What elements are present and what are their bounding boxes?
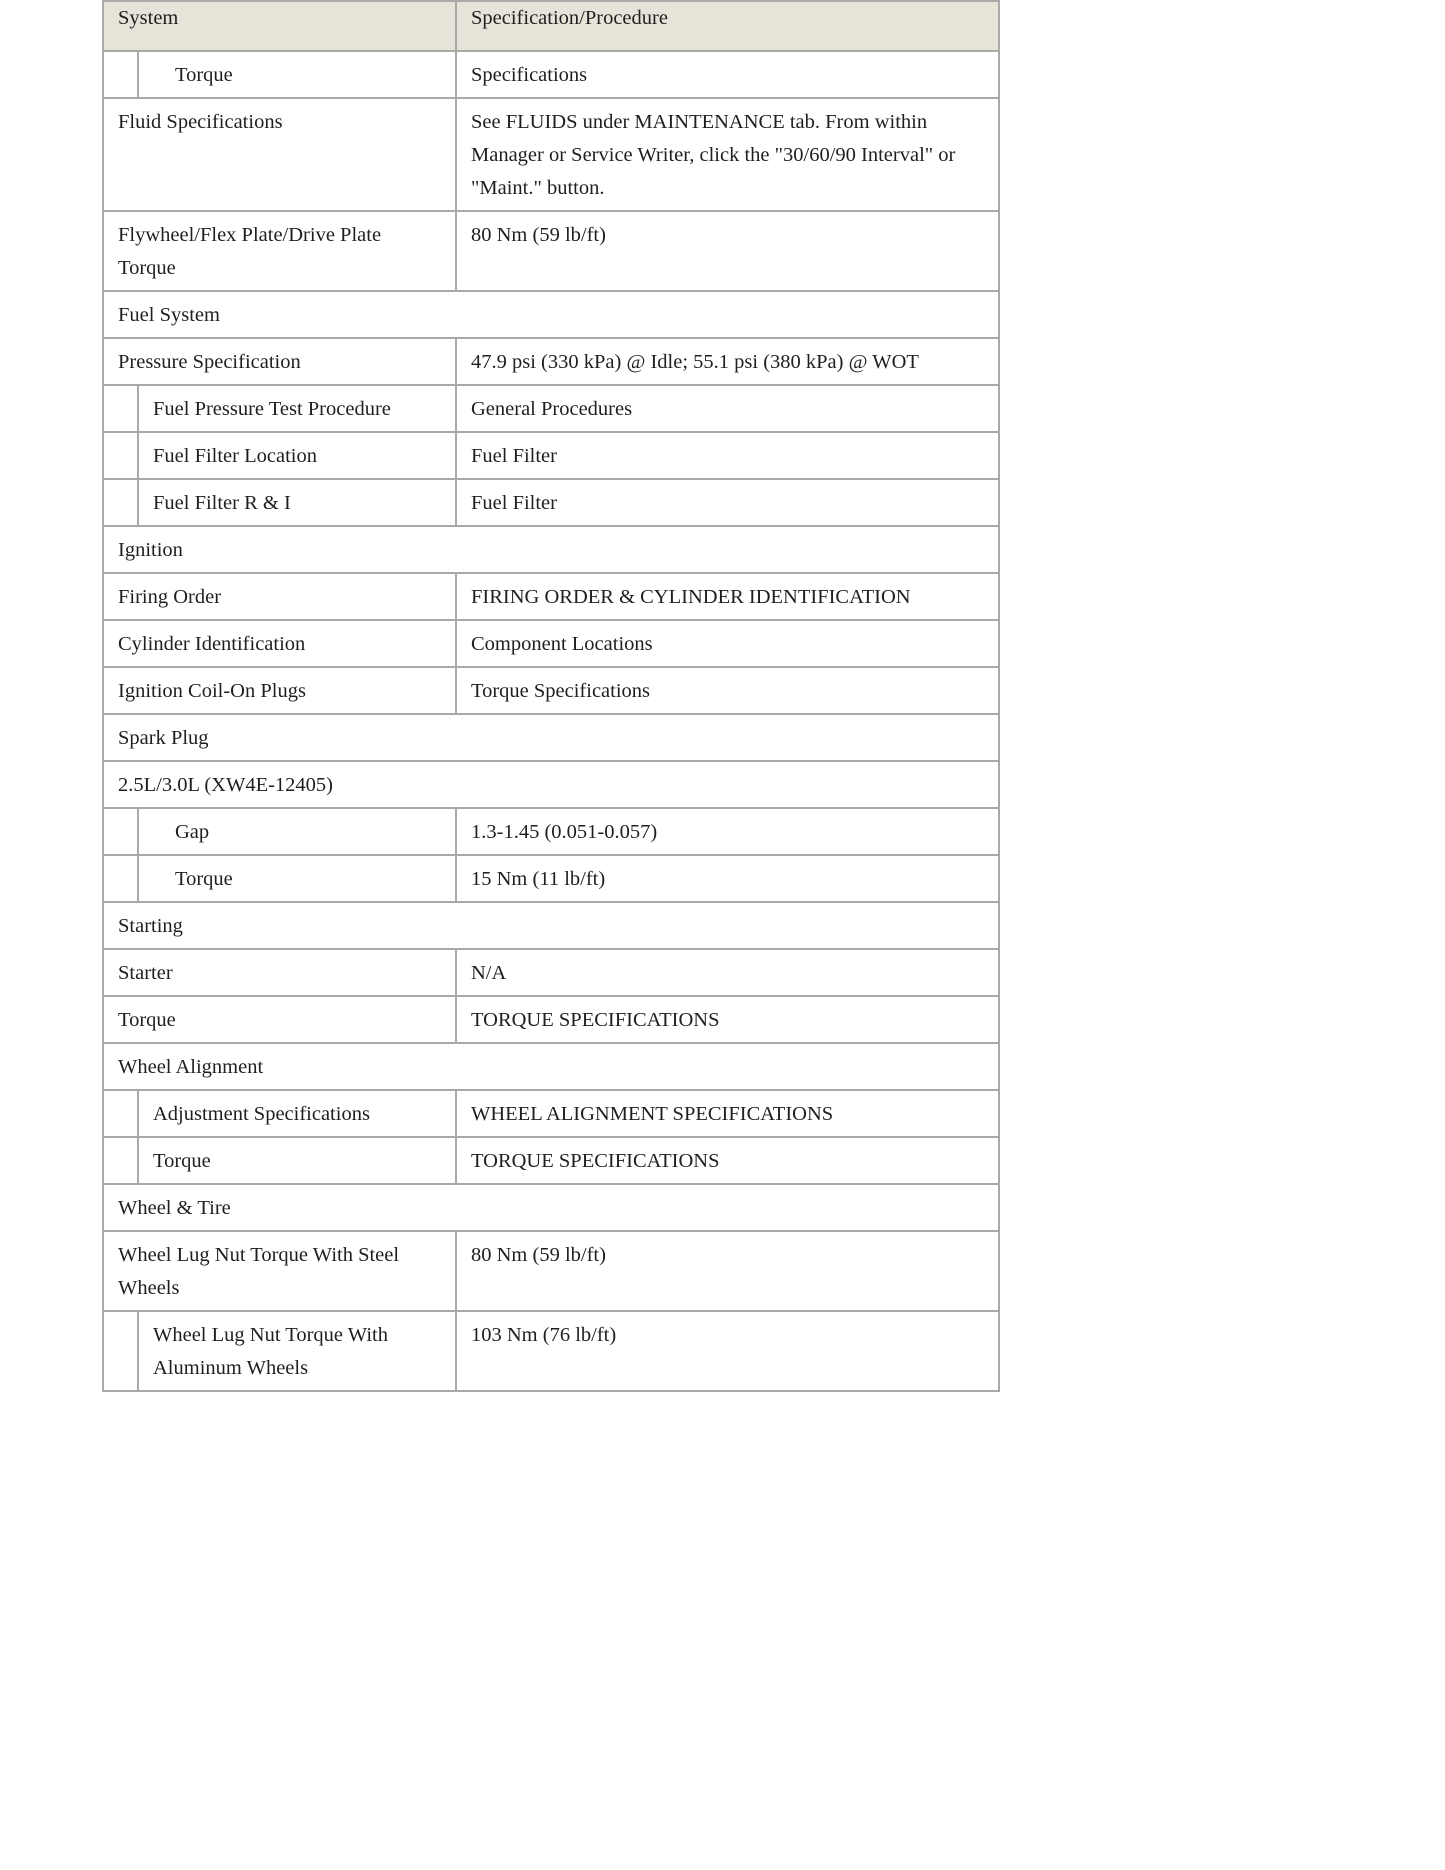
section-row: [103, 1043, 999, 1090]
section-heading: Fuel System: [103, 291, 999, 338]
indent-cell: [103, 808, 138, 855]
row-value: Torque Specifications: [456, 667, 999, 714]
table-row: [103, 1311, 999, 1391]
table-row: [103, 1090, 999, 1137]
row-value: FIRING ORDER & CYLINDER IDENTIFICATION: [456, 573, 999, 620]
indent-cell: [103, 51, 138, 98]
table-row: [103, 667, 999, 714]
row-value: 80 Nm (59 lb/ft): [456, 1231, 999, 1311]
row-value: 15 Nm (11 lb/ft): [456, 855, 999, 902]
row-label: Fuel Pressure Test Procedure: [138, 385, 456, 432]
table-row: [103, 211, 999, 291]
indent-cell: [103, 432, 138, 479]
row-value: WHEEL ALIGNMENT SPECIFICATIONS: [456, 1090, 999, 1137]
indent-cell: [103, 1090, 138, 1137]
table-row: [103, 51, 999, 98]
row-value: 1.3-1.45 (0.051-0.057): [456, 808, 999, 855]
row-value: 80 Nm (59 lb/ft): [456, 211, 999, 291]
table-row: [103, 949, 999, 996]
table-row: [103, 573, 999, 620]
indent-cell: [103, 1311, 138, 1391]
table-row: [103, 338, 999, 385]
table-row: [103, 385, 999, 432]
row-label: Fluid Specifications: [103, 98, 456, 211]
row-value: See FLUIDS under MAINTENANCE tab. From within Manager or Service Writer, click the "30/60/90 Interval" or "Maint." button.: [456, 98, 999, 211]
row-value: N/A: [456, 949, 999, 996]
row-value: TORQUE SPECIFICATIONS: [456, 1137, 999, 1184]
row-value: Fuel Filter: [456, 432, 999, 479]
section-row: [103, 714, 999, 761]
row-label: Gap: [138, 808, 456, 855]
row-label: Firing Order: [103, 573, 456, 620]
row-value: Component Locations: [456, 620, 999, 667]
row-label: Torque: [103, 996, 456, 1043]
row-label: Torque: [138, 51, 456, 98]
section-row: [103, 526, 999, 573]
row-label: Adjustment Specifications: [138, 1090, 456, 1137]
section-heading: Wheel & Tire: [103, 1184, 999, 1231]
indent-cell: [103, 855, 138, 902]
header-row: [103, 1, 999, 51]
row-label: Flywheel/Flex Plate/Drive Plate Torque: [103, 211, 456, 291]
table-row: [103, 432, 999, 479]
indent-cell: [103, 1137, 138, 1184]
section-heading: Wheel Alignment: [103, 1043, 999, 1090]
indent-cell: [103, 479, 138, 526]
subsection-heading: 2.5L/3.0L (XW4E-12405): [103, 761, 999, 808]
section-row: [103, 291, 999, 338]
section-heading: Starting: [103, 902, 999, 949]
section-row: [103, 902, 999, 949]
row-label: Wheel Lug Nut Torque With Aluminum Wheels: [138, 1311, 456, 1391]
table-row: [103, 1231, 999, 1311]
row-value: General Procedures: [456, 385, 999, 432]
row-label: Wheel Lug Nut Torque With Steel Wheels: [103, 1231, 456, 1311]
row-label: Cylinder Identification: [103, 620, 456, 667]
row-value: Fuel Filter: [456, 479, 999, 526]
row-label: Starter: [103, 949, 456, 996]
indent-cell: [103, 385, 138, 432]
row-label: Ignition Coil-On Plugs: [103, 667, 456, 714]
table-row: [103, 620, 999, 667]
table-row: [103, 808, 999, 855]
row-value: Specifications: [456, 51, 999, 98]
table-row: [103, 479, 999, 526]
table-row: [103, 98, 999, 211]
table-row: [103, 855, 999, 902]
row-label: Pressure Specification: [103, 338, 456, 385]
row-label: Fuel Filter R & I: [138, 479, 456, 526]
spec-table-body: [103, 51, 999, 1391]
header-spec: Specification/Procedure: [456, 1, 999, 51]
row-label: Torque: [138, 855, 456, 902]
row-value: 103 Nm (76 lb/ft): [456, 1311, 999, 1391]
spec-table: [102, 0, 1000, 1392]
table-row: [103, 996, 999, 1043]
section-heading: Spark Plug: [103, 714, 999, 761]
row-value: TORQUE SPECIFICATIONS: [456, 996, 999, 1043]
row-label: Torque: [138, 1137, 456, 1184]
row-value: 47.9 psi (330 kPa) @ Idle; 55.1 psi (380 kPa) @ WOT: [456, 338, 999, 385]
section-heading: Ignition: [103, 526, 999, 573]
row-label: Fuel Filter Location: [138, 432, 456, 479]
table-row: [103, 1137, 999, 1184]
table-row: [103, 761, 999, 808]
section-row: [103, 1184, 999, 1231]
header-system: System: [103, 1, 456, 51]
